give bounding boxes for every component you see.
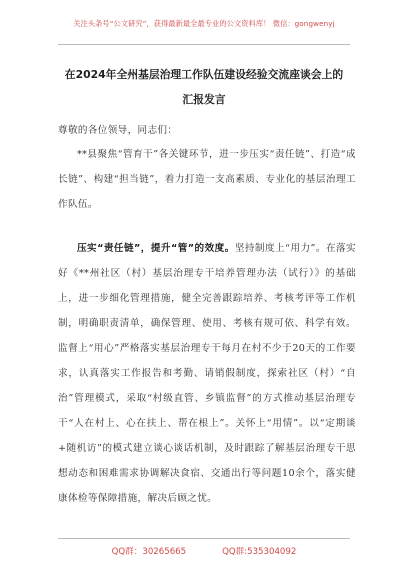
footer-divider bbox=[58, 538, 350, 539]
footer-contact bbox=[0, 545, 408, 557]
header-divider bbox=[58, 44, 350, 45]
document-title-line-1: 在2024年全州基层治理工作队伍建设经验交流座谈会上的 bbox=[64, 68, 344, 81]
paragraph-responsibility-chain bbox=[58, 236, 356, 511]
document-title-line-2: 汇报发言 bbox=[182, 93, 226, 106]
paragraph-body: 坚持制度上“用力”。在落实好《**州社区（村）基层治理专干培养管理办法（试行）》的基础上，进一步细化管理措施，健全完善跟踪培养、考核考评等工作机制，明确职责清单，确保管理、使用、考核有规可依、科学有效。监督上“用心”严格落实基层治理专干每月在村不少于20天的工作要求，认真落实工作报告和考勤、请销假制度，探索社区（村）“自治”管理模式，采取“村级直管、乡镇监督”的方式推动基层治理专干“人在村上、心在扶上、帮在根上”。关怀上“用情”。以“定期谈+随机访”的模式建立谈心谈话机制，及时跟踪了解基层治理专干思想动态和困难需求协调解决食宿、交通出行等问题10余个，落实健康体检等保障措施，解决后顾之忧。 bbox=[58, 243, 357, 504]
footer-qq-group-2: QQ群:535304092 bbox=[222, 547, 297, 557]
header-promo-note: 关注头条号“公文研究”，获得最新最全最专业的公文资料库！ 微信：gongwenyj bbox=[73, 19, 335, 28]
paragraph-intro: **县聚焦“管育干”各关键环节，进一步压实“责任链”、打造“成长链”、构建“担当链”，着力打造一支高素质、专业化的基层治理工作队伍。 bbox=[58, 149, 356, 210]
footer-qq-group-1: QQ群：30265665 bbox=[111, 547, 187, 557]
paragraph-lead-heading: 压实“责任链”，提升“管”的效度。 bbox=[77, 243, 235, 254]
salutation: 尊敬的各位领导，同志们： bbox=[58, 125, 178, 136]
